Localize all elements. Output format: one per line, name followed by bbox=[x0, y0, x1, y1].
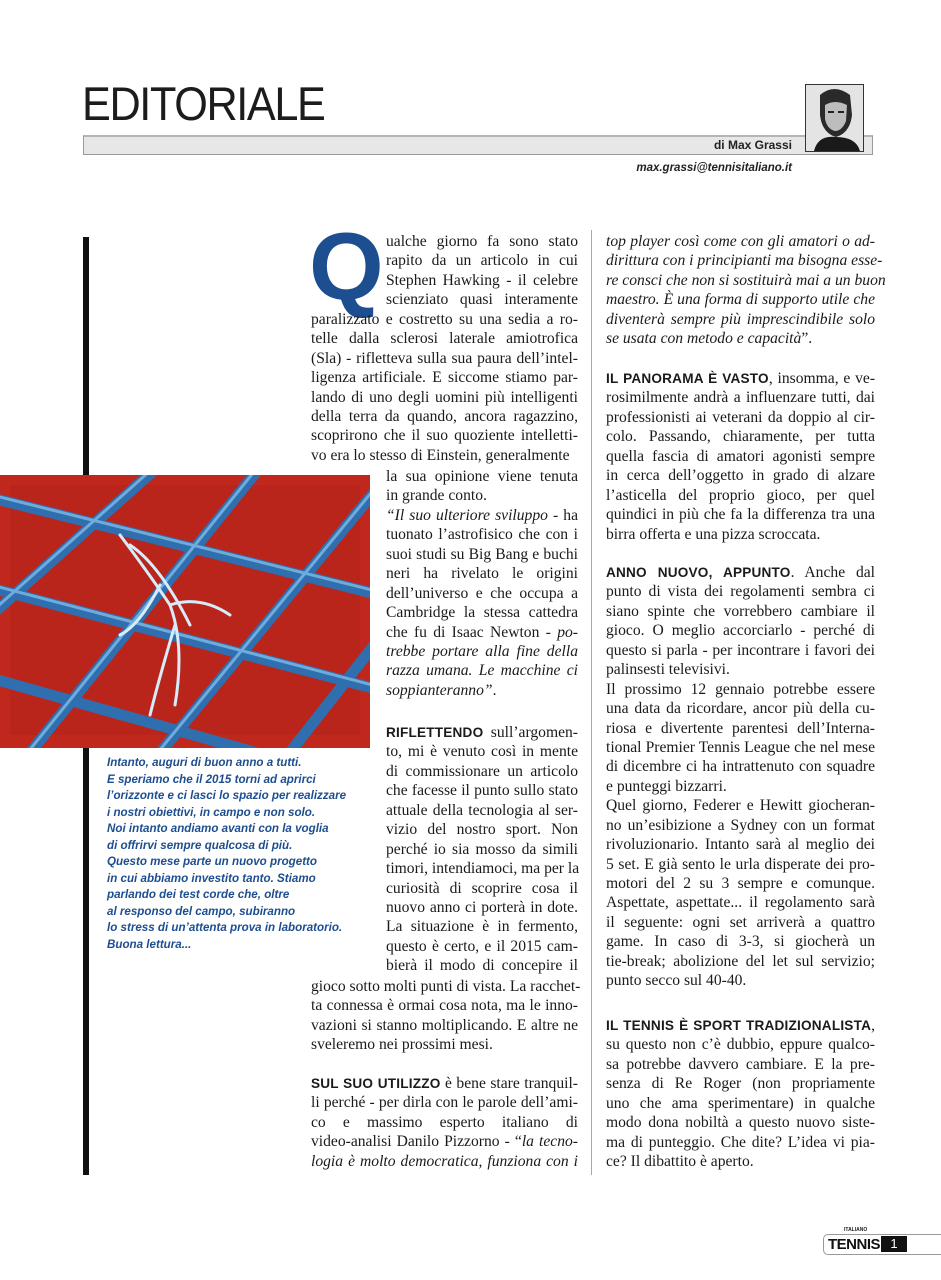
caption-line: di offrirvi sempre qualcosa di più. bbox=[107, 838, 293, 852]
text-line: scienziato quasi interamente bbox=[386, 291, 578, 309]
article-text-block bbox=[311, 1074, 578, 1171]
text-line: senza di Re Roger (non propriamente bbox=[606, 1075, 875, 1093]
caption-line: Buona lettura... bbox=[107, 937, 192, 951]
text-line: co e massimo esperto italiano di bbox=[311, 1113, 578, 1131]
quote-text: dirittura con i principianti ma bisogna esse- bbox=[606, 252, 883, 270]
paragraph bbox=[311, 232, 578, 465]
text-line: gioco. O meglio accorciarlo - perché di bbox=[606, 622, 875, 640]
caption-line: Intanto, auguri di buon anno a tutti. bbox=[107, 756, 302, 769]
text-line: sa potrebbe davvero cambiare. E la pre- bbox=[606, 1055, 875, 1073]
text-line: ta connessa è ormai cosa nota, ma le inno- bbox=[311, 997, 578, 1015]
text-line: paralizzato e costretto su una sedia a ro- bbox=[311, 310, 578, 328]
text-line bbox=[386, 681, 578, 700]
drop-cap: Q bbox=[309, 213, 384, 320]
text-segment: ”. bbox=[801, 330, 813, 348]
text-line: l’asticella del proprio gioco, per quel bbox=[606, 486, 875, 504]
quote-text: diventerà sempre più imprescindibile solo bbox=[606, 310, 875, 328]
text-line: questo è certo, e il 2015 cam- bbox=[386, 937, 578, 955]
text-segment: , insomma, e ve- bbox=[768, 370, 876, 387]
text-line: (Sla) - rifletteva sulla sua paura dell’intel- bbox=[311, 349, 578, 367]
text-line: ma di punteggio. Che dite? L’idea vi pia- bbox=[606, 1133, 875, 1151]
logo-subtitle: ITALIANO bbox=[844, 1227, 868, 1233]
text-line: una data da ricordare, ancor più della cu- bbox=[606, 700, 875, 718]
text-line: Quel giorno, Federer e Hewitt giocheran- bbox=[606, 797, 875, 815]
text-line: La situazione è in fermento, bbox=[386, 918, 578, 936]
text-line: questo si parla - per incontrare i favori dei bbox=[606, 641, 875, 659]
text-line bbox=[606, 251, 883, 270]
text-line: scoprirono che il suo quoziente intelletti- bbox=[311, 427, 578, 445]
quote-text: top player così come con gli amatori o ad- bbox=[606, 233, 875, 250]
article-text-block bbox=[606, 563, 875, 991]
text-line: siano spinte che vorrebbero cambiare il bbox=[606, 602, 875, 620]
magazine-logo: TENNIS bbox=[828, 1236, 881, 1253]
paragraph bbox=[606, 232, 886, 349]
text-line: e punteggi bizzarri. bbox=[606, 777, 727, 795]
text-line: attuale della tecnologia al ser- bbox=[386, 801, 578, 819]
text-line: vazioni si stanno moltiplicando. E altre ne bbox=[311, 1016, 578, 1034]
text-line: bierà il modo di concepire il bbox=[386, 957, 578, 975]
section-title: EDITORIALE bbox=[82, 77, 325, 130]
text-line: nuovo anno ci porterà in dote. bbox=[386, 898, 578, 916]
caption-line: Noi intanto andiamo avanti con la voglia bbox=[107, 822, 329, 835]
caption-line: Questo mese parte un nuovo progetto bbox=[107, 855, 317, 868]
caption-line: in cui abbiamo investito tanto. Stiamo bbox=[107, 871, 316, 885]
author-photo bbox=[805, 84, 864, 152]
text-segment: - ha bbox=[547, 506, 579, 524]
text-line: vizio del nostro sport. Non bbox=[386, 821, 578, 839]
text-line: professionisti ai veterani da doppio al cir- bbox=[606, 408, 875, 426]
article-text-block bbox=[606, 1016, 875, 1172]
text-line: to, mi è venuto così in mente bbox=[386, 743, 578, 761]
text-line bbox=[386, 623, 578, 642]
text-line: sveleremo nei prossimi mesi. bbox=[311, 1036, 493, 1054]
text-line bbox=[606, 563, 875, 582]
text-line: game. In caso di 3-3, si giocherà un bbox=[606, 933, 875, 951]
text-line: timori, intendiamoci, ma per la bbox=[386, 860, 580, 878]
text-line bbox=[311, 1132, 578, 1151]
author-email[interactable]: max.grassi@tennisitaliano.it bbox=[636, 162, 792, 174]
quote-text: “Il suo ulteriore sviluppo bbox=[386, 506, 548, 524]
text-line bbox=[386, 642, 578, 661]
text-line: motori del 2 su 3 sempre e comunque. bbox=[606, 875, 875, 892]
page-footer bbox=[823, 1227, 941, 1255]
text-line: in cerca dell’oggetto in grado di alzare bbox=[606, 467, 875, 485]
tennis-strings-photo bbox=[0, 475, 370, 748]
article-text-block bbox=[311, 232, 578, 465]
text-line: su questo non c’è dubbio, eppure qualco- bbox=[606, 1036, 875, 1054]
paragraph bbox=[386, 506, 578, 700]
text-line bbox=[311, 1152, 578, 1171]
text-segment: che fu di Isaac Newton - bbox=[386, 623, 558, 641]
text-line bbox=[311, 1074, 578, 1093]
text-line: punto di vista dei regolamenti sembra ci bbox=[606, 583, 875, 601]
text-line: rosimilmente andrà a influenzare tutti, dai bbox=[606, 389, 875, 407]
text-line: Cambridge la stessa cattedra bbox=[386, 604, 578, 622]
text-line: di commissionare un articolo bbox=[386, 762, 578, 780]
author-byline: di Max Grassi bbox=[713, 138, 792, 152]
article-text-block bbox=[311, 977, 581, 1055]
quote-text: la tecno- bbox=[521, 1133, 578, 1151]
paragraph-lead-heading: SUL SUO UTILIZZO bbox=[311, 1076, 441, 1091]
text-line: vo era lo stesso di Einstein, generalmente bbox=[311, 446, 570, 464]
page-number: 1 bbox=[881, 1236, 907, 1252]
caption-line: E speriamo che il 2015 torni ad aprirci bbox=[107, 772, 316, 786]
text-line: Il prossimo 12 gennaio potrebbe essere bbox=[606, 680, 875, 698]
text-line bbox=[606, 369, 875, 388]
text-line: tuonato l’astrofisico che con i bbox=[386, 526, 578, 544]
text-line: di dicembre ci ha intrattenuto con squadre bbox=[606, 758, 875, 776]
article-text-block bbox=[386, 723, 578, 976]
paragraph bbox=[386, 723, 578, 976]
text-line: rapito da un articolo in cui bbox=[386, 252, 578, 270]
text-line: curiosità di scoprire cosa il bbox=[386, 879, 578, 897]
paragraph bbox=[606, 369, 875, 544]
text-line: colo. Passando, chiaramente, per tutta bbox=[606, 428, 875, 446]
text-line: birra offerta e una pizza scroccata. bbox=[606, 525, 821, 543]
quote-text: soppianteranno” bbox=[386, 681, 493, 699]
text-segment: sull’argomen- bbox=[483, 724, 578, 741]
editorial-caption bbox=[107, 755, 346, 953]
text-line bbox=[386, 661, 578, 680]
text-line: che facesse il punto sullo stato bbox=[386, 782, 578, 800]
text-line: neri ha rivelato le origini bbox=[386, 565, 578, 583]
paragraph-lead-heading: RIFLETTENDO bbox=[386, 725, 484, 740]
text-line: punto secco sul 40-40. bbox=[606, 972, 747, 990]
text-line: suoi studi su Big Bang e buchi bbox=[386, 545, 578, 563]
caption-line: parlando dei test corde che, oltre bbox=[107, 888, 290, 901]
text-line bbox=[606, 290, 875, 309]
text-line: perché io sia mosso da simili bbox=[386, 840, 578, 858]
paragraph bbox=[606, 680, 875, 797]
paragraph bbox=[386, 467, 578, 506]
paragraph-lead-heading: IL TENNIS È SPORT TRADIZIONALISTA bbox=[606, 1018, 872, 1033]
text-line: Stephen Hawking - il celebre bbox=[386, 271, 578, 289]
caption-line: l’orizzonte e ci lasci lo spazio per realizzare bbox=[107, 789, 347, 802]
paragraph bbox=[606, 563, 875, 680]
text-line: rivoluzionario. Intanto sarà al meglio dei bbox=[606, 836, 875, 854]
text-line bbox=[606, 271, 886, 290]
paragraph bbox=[311, 1074, 578, 1171]
text-line: ualche giorno fa sono stato bbox=[386, 233, 578, 250]
quote-text: maestro. È una forma di supporto utile che bbox=[606, 291, 875, 309]
text-segment: è bene stare tranquil- bbox=[440, 1075, 578, 1092]
quote-text: po- bbox=[557, 623, 578, 641]
text-line: riosa e divertente parentesi dell’Interna- bbox=[606, 719, 875, 737]
text-line: quella fascia di amatori agonisti sempre bbox=[606, 447, 875, 465]
paragraph bbox=[606, 796, 875, 990]
paragraph-lead-heading: ANNO NUOVO, APPUNTO bbox=[606, 565, 791, 580]
text-line: tie-break; abolizione del let sul servizio; bbox=[606, 952, 875, 970]
text-segment: . Anche dal bbox=[790, 564, 875, 581]
text-line: no un’esibizione a Sydney con un format bbox=[606, 816, 875, 834]
text-line bbox=[386, 506, 578, 525]
text-line: in grande conto. bbox=[386, 487, 487, 505]
text-line: il seguente: ogni set arriverà a quattro bbox=[606, 913, 875, 931]
byline-bar bbox=[83, 135, 873, 155]
quote-text: razza umana. Le macchine ci bbox=[386, 662, 578, 680]
text-line bbox=[386, 723, 578, 742]
quote-text: se usata con metodo e capacità bbox=[606, 330, 802, 348]
text-line bbox=[606, 310, 875, 329]
quote-text: re consci che non si sostituirà mai a un buon bbox=[606, 271, 886, 289]
quote-text: logia è molto democratica, funziona con i bbox=[311, 1152, 578, 1170]
text-line: ce? Il dibattito è aperto. bbox=[606, 1153, 754, 1171]
text-line: modo dona nobiltà a questo nuovo siste- bbox=[606, 1114, 875, 1132]
text-line bbox=[606, 329, 875, 348]
text-line: Aspettate, aspettate... il regolamento sarà bbox=[606, 894, 875, 912]
text-line: tional Premier Tennis League che nel mese bbox=[606, 738, 875, 756]
text-line: palinsesti televisivi. bbox=[606, 661, 730, 679]
text-segment: video-analisi Danilo Pizzorno - “ bbox=[311, 1133, 522, 1151]
text-line bbox=[606, 1016, 875, 1035]
text-line: quindici in più che fa la differenza tra una bbox=[606, 506, 875, 524]
text-line: ligenza artificiale. E siccome stiamo par- bbox=[311, 369, 578, 387]
text-line: uno che ama sperimentare) in qualche bbox=[606, 1094, 875, 1112]
paragraph-lead-heading: IL PANORAMA È VASTO bbox=[606, 371, 769, 386]
quote-text: trebbe portare alla fine della bbox=[386, 642, 578, 660]
article-text-block bbox=[386, 467, 578, 700]
caption-line: i nostri obiettivi, in campo e non solo. bbox=[107, 805, 316, 819]
article-text-block bbox=[606, 232, 886, 349]
text-line: gioco sotto molti punti di vista. La racchet- bbox=[311, 978, 581, 995]
text-line: dell’universo e che occupa a bbox=[386, 584, 578, 602]
article-text-block bbox=[606, 369, 875, 544]
text-line: della terra da quando, ancora ragazzino, bbox=[311, 407, 578, 425]
column-divider bbox=[591, 230, 592, 1175]
text-segment: , bbox=[871, 1017, 875, 1034]
text-segment: . bbox=[492, 681, 497, 699]
text-line: 5 set. E già sento le urla disperate dei pro- bbox=[606, 855, 875, 873]
paragraph bbox=[606, 1016, 875, 1172]
caption-line: al responso del campo, subiranno bbox=[107, 904, 296, 918]
text-line: la sua opinione viene tenuta bbox=[386, 468, 578, 485]
text-line: li perché - per dirla con le parole dell’ami- bbox=[311, 1094, 578, 1112]
text-line: telle dalla sclerosi laterale amiotrofica bbox=[311, 330, 578, 348]
paragraph bbox=[311, 977, 581, 1055]
text-line: lando di uno degli uomini più intelligenti bbox=[311, 388, 578, 406]
caption-line: lo stress di un’attenta prova in laboratorio. bbox=[107, 921, 343, 934]
text-line bbox=[606, 232, 875, 251]
